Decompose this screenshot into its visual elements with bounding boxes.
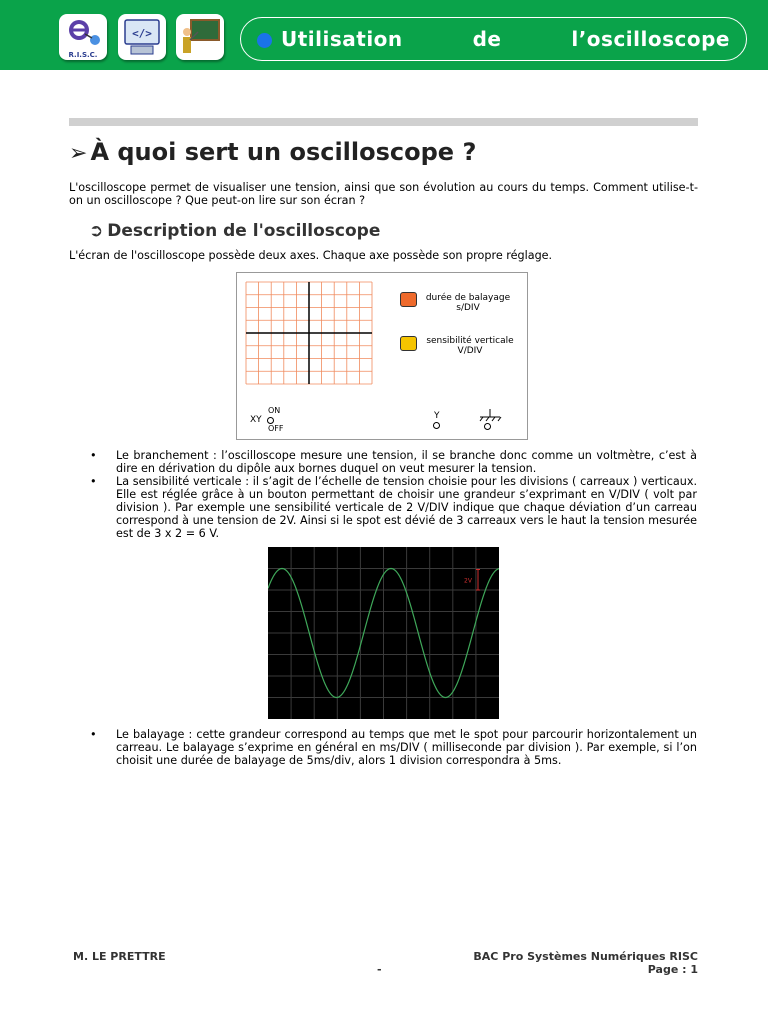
oscilloscope-screen-figure [268,547,499,719]
section-divider [69,118,698,126]
page-title [240,17,747,61]
footer-separator: - [377,963,382,976]
arrow-bullet-icon: ➢ [69,141,88,166]
sensitivity-legend: sensibilité verticale V/DIV [426,336,514,356]
header-banner [0,0,768,70]
title-word: l’oscilloscope [571,27,730,51]
timebase-legend: durée de balayage s/DIV [425,293,511,313]
list-item: • Le balayage : cette grandeur correspond au temps que met le spot pour parcourir horizontalement un carreau. Le balayage s’exprime en général en ms/DIV ( milliseconde par division ). Par exemple, si l’on choisit une durée de balayage de 5ms/div, alors 1 division correspondra à 5ms. [90,728,697,767]
scope-grid [245,281,375,385]
bullet-list [90,449,697,540]
oscilloscope-panel-figure [236,272,528,440]
teacher-board-icon [176,14,224,60]
sine-trace [268,547,499,719]
circle-arrow-icon: ➲ [89,221,104,241]
title-word: Utilisation [281,27,403,51]
ground-terminal [484,423,491,430]
svg-text:</>: </> [132,27,152,40]
section-heading: ➢ À quoi sert un oscilloscope ? [69,138,477,166]
y-label: Y [434,411,440,421]
xy-switch-terminal [267,417,274,424]
risc-logo-icon [59,14,107,60]
intro-paragraph: L'oscilloscope permet de visualiser une tension, ainsi que son évolution au cours du temps. Comment utilise-t-on un oscilloscope ? Que peut-on lire sur son écran ? [69,181,698,207]
list-item: • Le branchement : l’oscilloscope mesure une tension, il se branche donc comme un voltmètre, c’est à dire en dérivation du dipôle aux bornes duquel on veut mesurer la tension. [90,449,697,475]
list-item: • La sensibilité verticale : il s’agit de l’échelle de tension choisie pour les divisions ( carreaux ) verticaux. Elle est réglée grâce à un bouton permettant de choisir une grandeur s’exprimant en V/DIV ( volt par division ). Par exemple une sensibilité verticale de 2 V/DIV indique que chaque déviation d’un carreau correspond à une tension de 2V. Ainsi si le spot est dévié de 3 carreaux vers le haut la tension mesurée est de 3 x 2 = 6 V. [90,475,697,540]
footer-course: BAC Pro Systèmes Numériques RISC [473,950,698,963]
bullet-list [90,728,697,767]
on-label: ON [268,406,281,415]
off-label: OFF [268,424,284,433]
subsection-intro: L'écran de l'oscilloscope possède deux axes. Chaque axe possède son propre réglage. [69,249,553,262]
timebase-color-swatch [400,292,417,307]
sensitivity-color-swatch [400,336,417,351]
xy-label: XY [250,415,262,425]
code-screen-icon [118,14,166,60]
logo-text: R.I.S.C. [68,51,98,59]
division-marker-label: 2V [464,577,472,585]
y-input-terminal [433,422,440,429]
subsection-heading: ➲ Description de l'oscilloscope [89,221,381,241]
footer-page-number: Page : 1 [647,963,698,976]
footer-author: M. LE PRETTRE [73,950,166,963]
bullet-dot-icon [257,33,272,48]
title-word: de [472,27,502,51]
